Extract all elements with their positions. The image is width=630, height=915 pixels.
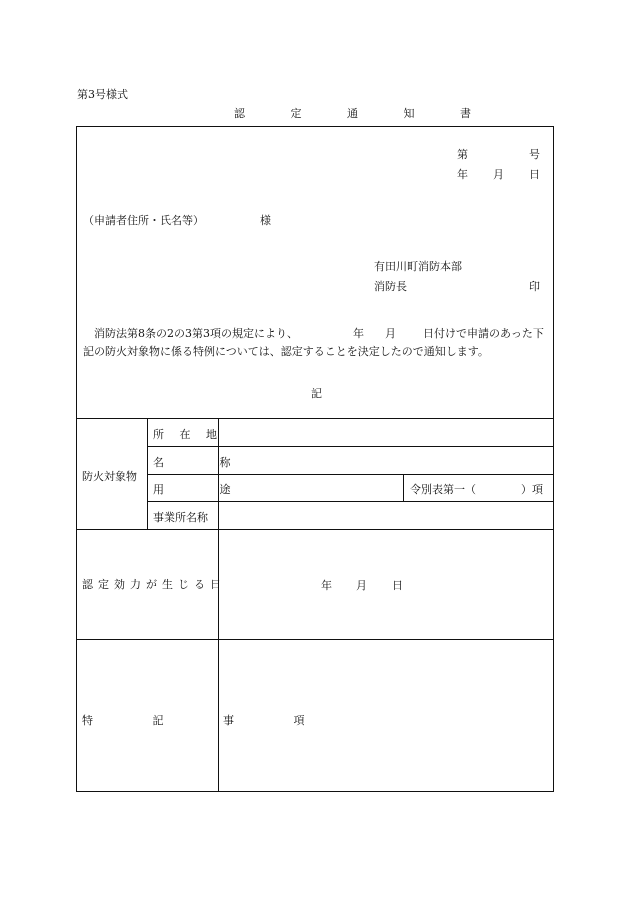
seal-mark: 印	[529, 280, 540, 293]
use-field[interactable]	[219, 475, 403, 501]
name-label: 名 称	[153, 456, 257, 469]
body-line1-a: 消防法第8条の2の3第3項の規定により、	[94, 327, 298, 340]
body-line1-year: 年	[353, 327, 364, 340]
date-year: 年	[457, 168, 468, 181]
form-number-label: 第3号様式	[77, 88, 128, 101]
business-name-label: 事業所名称	[153, 511, 208, 524]
target-object-label: 防火対象物	[82, 470, 137, 483]
effective-year: 年	[321, 579, 332, 592]
use-label: 用 途	[153, 483, 257, 496]
business-name-field[interactable]	[219, 502, 553, 529]
issuer-org: 有田川町消防本部	[374, 260, 462, 273]
date-day: 日	[529, 168, 540, 181]
location-field[interactable]	[219, 419, 553, 446]
use-ref-suffix: ）項	[521, 483, 543, 496]
ki-heading: 記	[311, 387, 322, 400]
number-suffix: 号	[529, 148, 540, 161]
use-label-row	[153, 481, 257, 497]
row-line-4	[77, 529, 553, 530]
name-field[interactable]	[219, 447, 553, 474]
col-line-group	[147, 418, 148, 529]
applicant-label: （申請者住所・氏名等）	[83, 214, 204, 227]
date-month: 月	[493, 168, 504, 181]
name-label-row	[153, 454, 257, 470]
body-line2: 記の防火対象物に係る特例については、認定することを決定したので通知します。	[83, 345, 489, 358]
body-line1-month: 月	[385, 327, 396, 340]
body-line1-b: 日付けで申請のあった下	[423, 327, 544, 340]
form-frame	[76, 126, 554, 792]
location-label: 所 在 地	[153, 428, 223, 441]
honorific: 様	[260, 214, 271, 227]
effective-date-label: 認定効力が生じる日	[82, 578, 226, 591]
number-prefix: 第	[457, 148, 468, 161]
effective-month: 月	[356, 579, 367, 592]
issuer-title: 消防長	[374, 280, 407, 293]
effective-day: 日	[392, 579, 403, 592]
use-ref-prefix: 令別表第一（	[410, 483, 476, 496]
col-line-use-ref	[403, 474, 404, 501]
remarks-field[interactable]	[219, 640, 553, 790]
remarks-label: 特 記 事 項	[82, 714, 333, 727]
document-title: 認 定 通 知 書	[234, 107, 492, 120]
